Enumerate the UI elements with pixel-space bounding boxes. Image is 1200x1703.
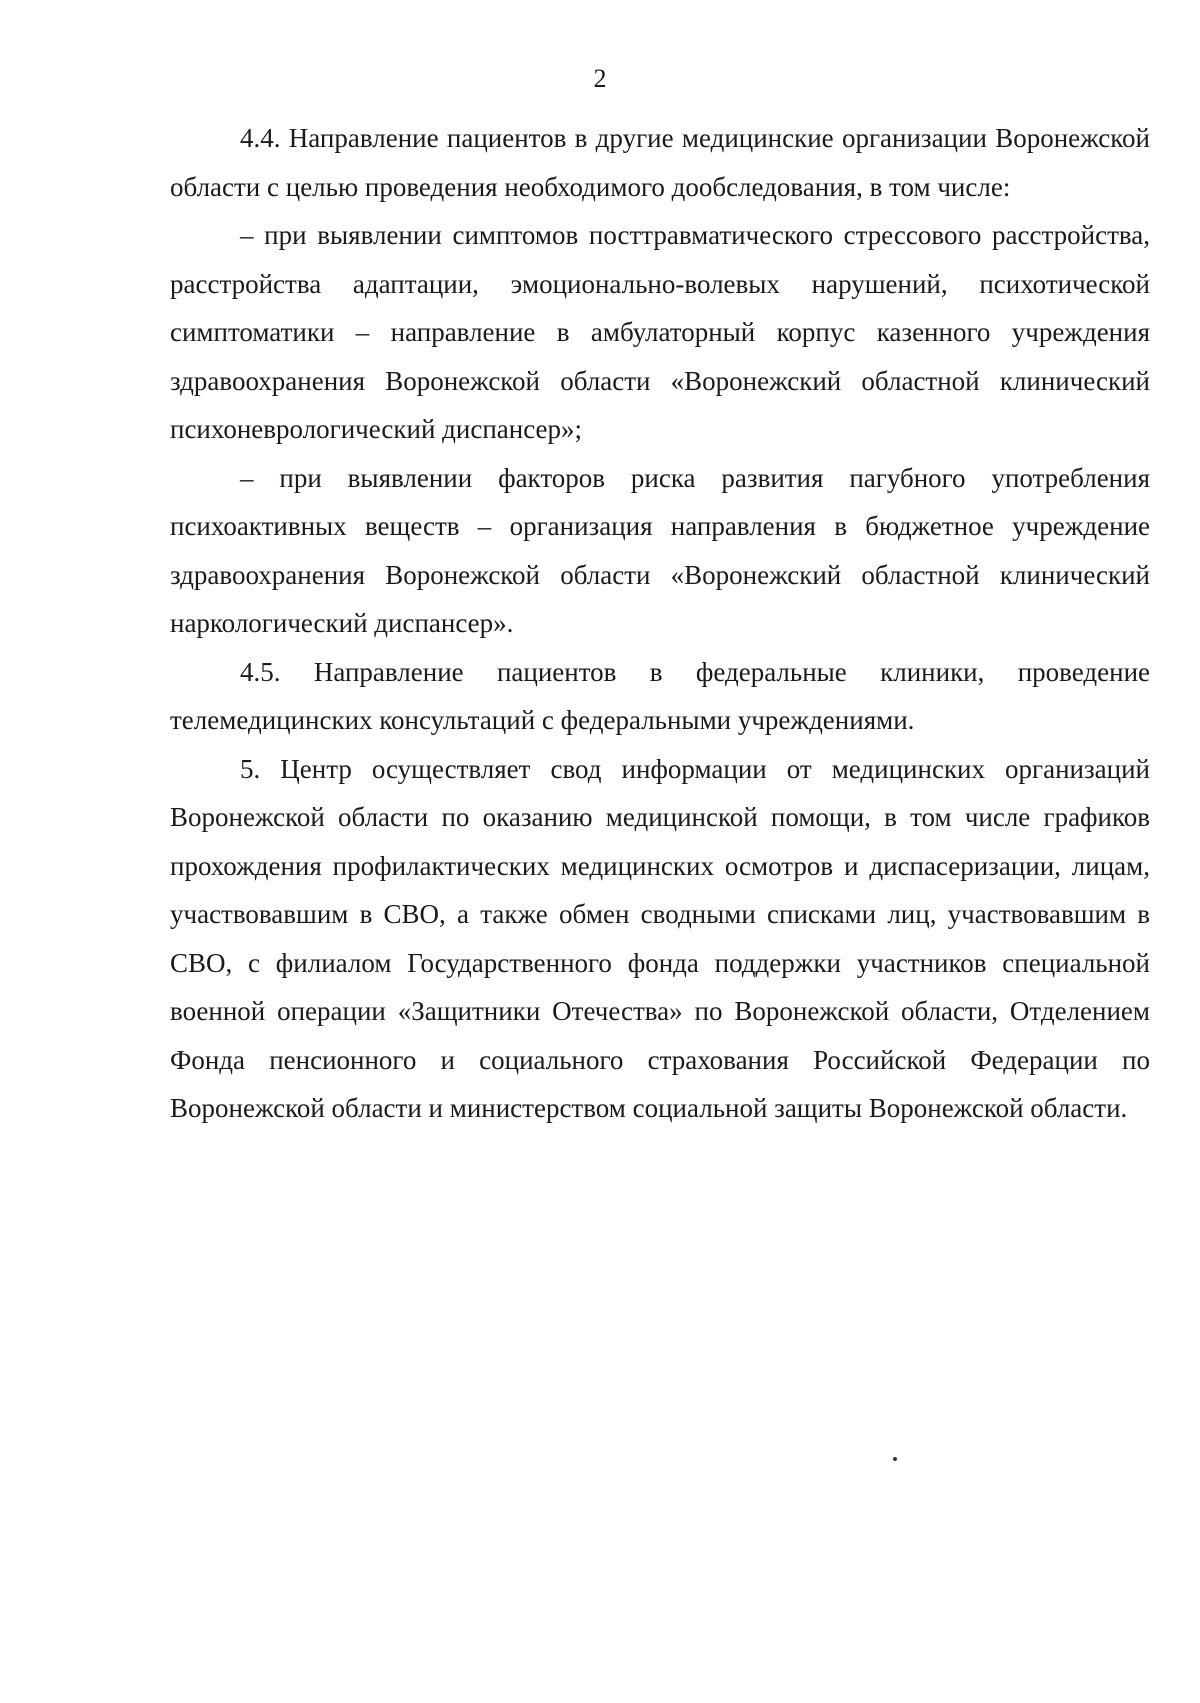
paragraph-substance-referral: – при выявлении факторов риска развития пагубного употребления психоактивных веществ – организация направления в бюджетное учреждение здравоохранения Воронежской области «Воронежский областной клинический наркологический диспансер». (170, 462, 1150, 638)
paragraph-4-4: 4.4. Направление пациентов в другие медицинские организации Воронежской области с целью проведения необходимого дообследования, в том числе: (170, 123, 1150, 202)
page-number: 2 (593, 64, 607, 93)
paragraph-ptsd-referral: – при выявлении симптомов посттравматического стрессового расстройства, расстройства адаптации, эмоционально-волевых нарушений, психотической симптоматики – направление в амбулаторный корпус казенного учреждения здравоохранения Воронежской области «Воронежский областной клинический психоневрологический диспансер»; (170, 220, 1150, 444)
scan-speck (893, 1457, 897, 1461)
paragraph-4-5: 4.5. Направление пациентов в федеральные клиники, проведение телемедицинских консультаций с федеральными учреждениями. (170, 656, 1150, 735)
paragraph-5: 5. Центр осуществляет свод информации от медицинских организаций Воронежской области по оказанию медицинской помощи, в том числе графиков прохождения профилактических медицинских осмотров и диспасеризации, лицам, участвовавшим в СВО, а также обмен сводными списками лиц, участвовавшим в СВО, с филиалом Государственного фонда поддержки участников специальной военной операции «Защитники Отечества» по Воронежской области, Отделением Фонда пенсионного и социального страхования Российской Федерации по Воронежской области и министерством социальной защиты Воронежской области. (170, 753, 1150, 1123)
document-body (170, 114, 1150, 1133)
